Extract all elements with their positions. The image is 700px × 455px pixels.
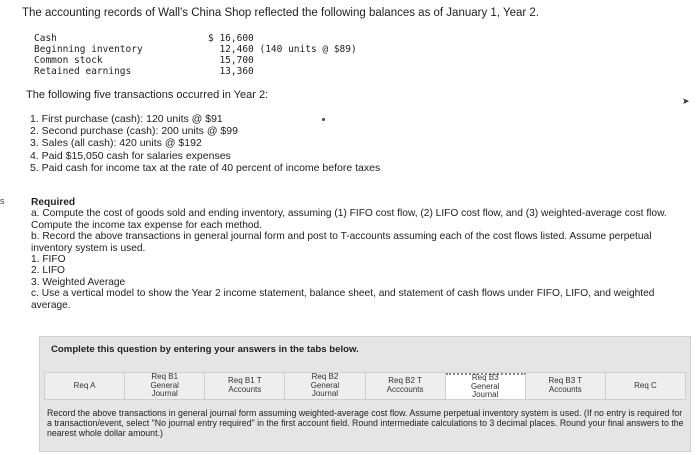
balance-row-common-stock [34,55,357,66]
tab-req-b2-t-accounts[interactable] [366,373,446,399]
balance-label: Common stock [34,55,103,66]
tab-label-line2: General [150,380,179,390]
tab-label-line1: Req B1 [151,372,179,382]
required-section [31,197,686,311]
required-line-a: a. Compute the cost of goods sold and ending inventory, assuming (1) FIFO cost flow, (2) LIFO cost flow, and (3) weighted-average cost flow. Compute the income tax expense for each method. [31,208,667,231]
transaction-item: 4. Paid $15,050 cash for salaries expenses [30,149,231,162]
tab-label-line1: Req B3 T [548,376,583,386]
answer-panel [39,336,691,452]
transaction-item: 1. First purchase (cash): 120 units @ $91 [30,113,223,125]
tab-label-line2: General [470,381,500,391]
side-margin-mark: s [0,196,5,206]
transaction-item: 5. Paid cash for income tax at the rate of 40 percent of income before taxes [30,161,381,174]
balance-value: 15,700 [208,55,254,66]
tab-req-b1-t-accounts[interactable] [205,373,285,399]
tab-label-line2: Accounts [548,385,582,394]
tab-label-line1: Req C [634,380,657,390]
tab-req-c[interactable] [606,373,685,399]
required-line-weighted: 3. Weighted Average [31,276,126,288]
balance-value: $ 16,600 [208,33,254,44]
tab-label-line1: Req B2 [311,372,339,382]
balance-label: Retained earnings [34,66,132,77]
balances-table [34,33,357,77]
required-line-c: c. Use a vertical model to show the Year 2 income statement, balance sheet, and statement of cash flows under FIFO, LIFO, and weighted average. [31,288,655,311]
balance-value: 13,360 [208,66,254,77]
stray-dot [322,118,325,121]
tab-label-line1: Req B1 T [227,376,262,386]
tab-req-b1-journal[interactable] [125,373,205,399]
tab-req-b3-t-accounts[interactable] [526,373,606,399]
tab-label-line3: Journal [311,389,339,399]
transaction-item: 2. Second purchase (cash): 200 units @ $99 [30,125,238,138]
tab-instructions: Record the above transactions in general journal form assuming weighted-average cost flow. Assume perpetual inventory system is used. (If no entry is required for a transaction/event, select "No journal entry required" in the first account field. Round intermediate calculations to 3 decimal places. Round your final answers to the nearest whole dollar amount.) [47,408,684,439]
required-line-lifo: 2. LIFO [31,265,65,277]
balance-label: Cash [34,33,57,44]
tab-label-line1: Req A [73,380,96,390]
panel-note: Complete this question by entering your answers in the tabs below. [51,344,359,355]
transactions-intro: The following five transactions occurred in Year 2: [26,89,269,101]
tab-label-line2: Acccounts [386,385,424,394]
balance-row-retained-earnings [34,66,357,77]
problem-intro: The accounting records of Wall's China Shop reflected the following balances as of January 1, Year 2. [22,7,540,19]
required-title: Required [31,197,76,208]
tab-label-line3: Journal [472,390,499,400]
transaction-item: 3. Sales (all cash): 420 units @ $192 [30,137,202,150]
tab-req-b3-journal[interactable] [446,373,526,399]
tab-req-a[interactable] [45,373,125,399]
required-line-fifo: 1. FIFO [31,254,66,266]
tab-label-line1: Req B3 [471,373,499,383]
balance-row-inventory [34,44,357,55]
tab-req-b2-journal[interactable] [285,373,365,399]
balance-label: Beginning inventory [34,44,143,55]
tab-label-line1: Req B2 T [388,376,422,386]
balance-value: 12,460 (140 units @ $89) [208,44,357,55]
transactions-list [30,113,380,174]
tab-label-line3: Journal [151,389,178,399]
required-line-b: b. Record the above transactions in general journal form and post to T-accounts assuming each of the cost flows listed. Assume perpetual inventory system is used. [31,231,652,254]
tab-label-line2: Accounts [228,385,262,394]
cursor-arrow-icon: ➤ [682,96,690,106]
tab-bar [44,372,686,400]
balance-row-cash [34,33,357,44]
tab-label-line2: General [310,380,340,390]
